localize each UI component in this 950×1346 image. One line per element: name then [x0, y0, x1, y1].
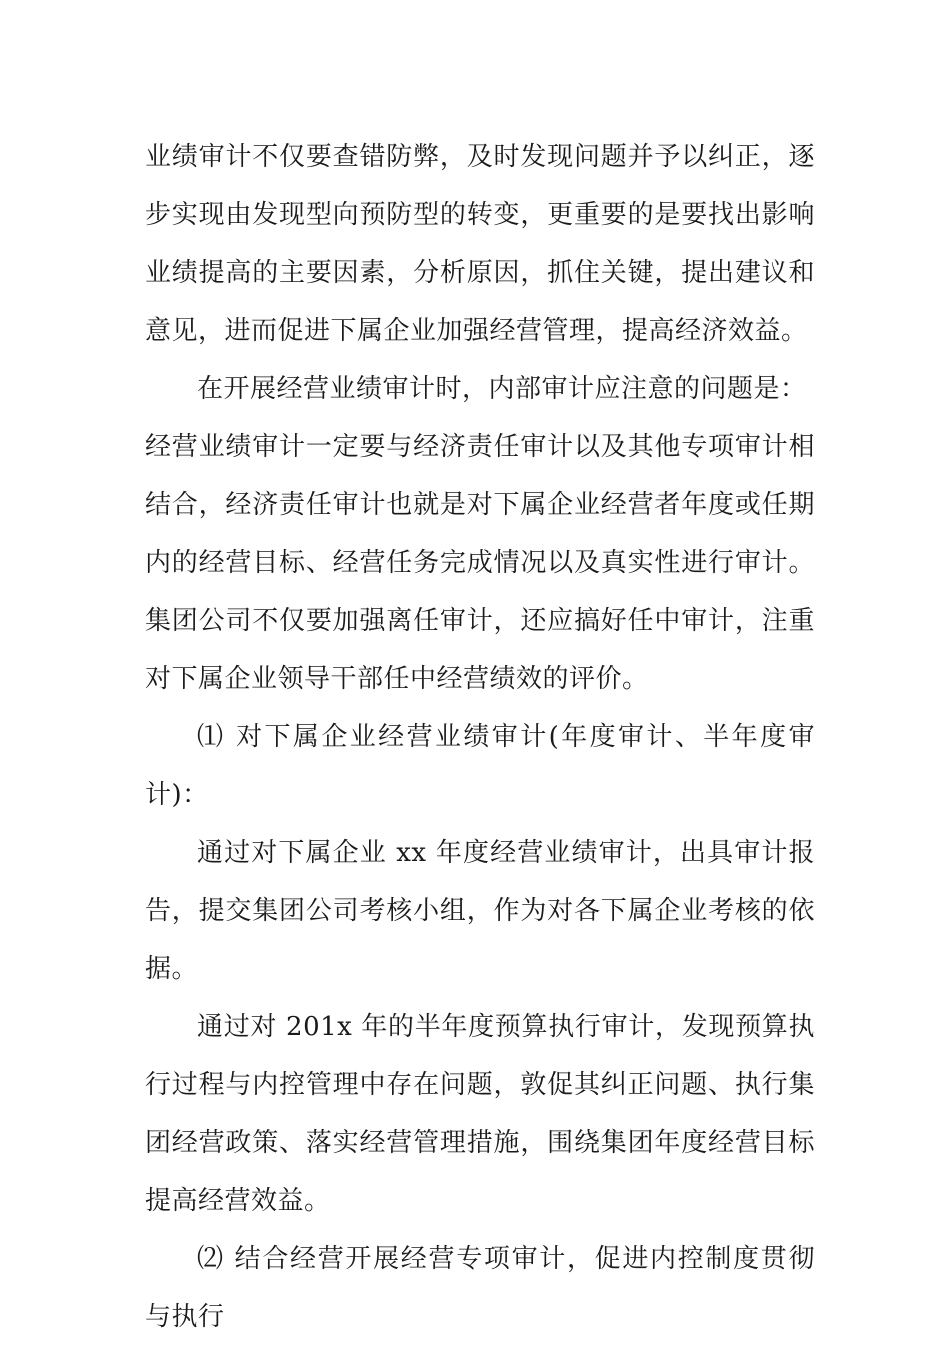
- paragraph-issues-intro: 在开展经营业绩审计时，内部审计应注意的问题是：: [197, 374, 807, 404]
- paragraph-half-year-audit: 通过对 201x 年的半年度预算执行审计，发现预算执行过程与内控管理中存在问题，敦促其纠正问题、执行集团经营政策、落实经营管理措施，围绕集团年度经营目标提高经营效益。: [145, 1012, 815, 1216]
- paragraph-economic-responsibility: 经营业绩审计一定要与经济责任审计以及其他专项审计相结合，经济责任审计也就是对下属企业经营者年度或任期内的经营目标、经营任务完成情况以及真实性进行审计。集团公司不仅要加强离任审计，还应搞好任中审计，注重对下属企业领导干部任中经营绩效的评价。: [145, 432, 815, 694]
- paragraph-annual-audit: 通过对下属企业 xx 年度经营业绩审计，出具审计报告，提交集团公司考核小组，作为对各下属企业考核的依据。: [145, 838, 815, 984]
- document-body: [145, 128, 815, 1346]
- paragraph-audit-purpose: 业绩审计不仅要查错防弊，及时发现问题并予以纠正，逐步实现由发现型向预防型的转变，更重要的是要找出影响业绩提高的主要因素，分析原因，抓住关键，提出建议和意见，进而促进下属企业加强经营管理，提高经济效益。: [145, 142, 815, 346]
- paragraph-item-1-heading: ⑴ 对下属企业经营业绩审计(年度审计、半年度审计)：: [145, 722, 815, 810]
- paragraph-item-2-heading: ⑵ 结合经营开展经营专项审计，促进内控制度贯彻与执行: [145, 1244, 815, 1332]
